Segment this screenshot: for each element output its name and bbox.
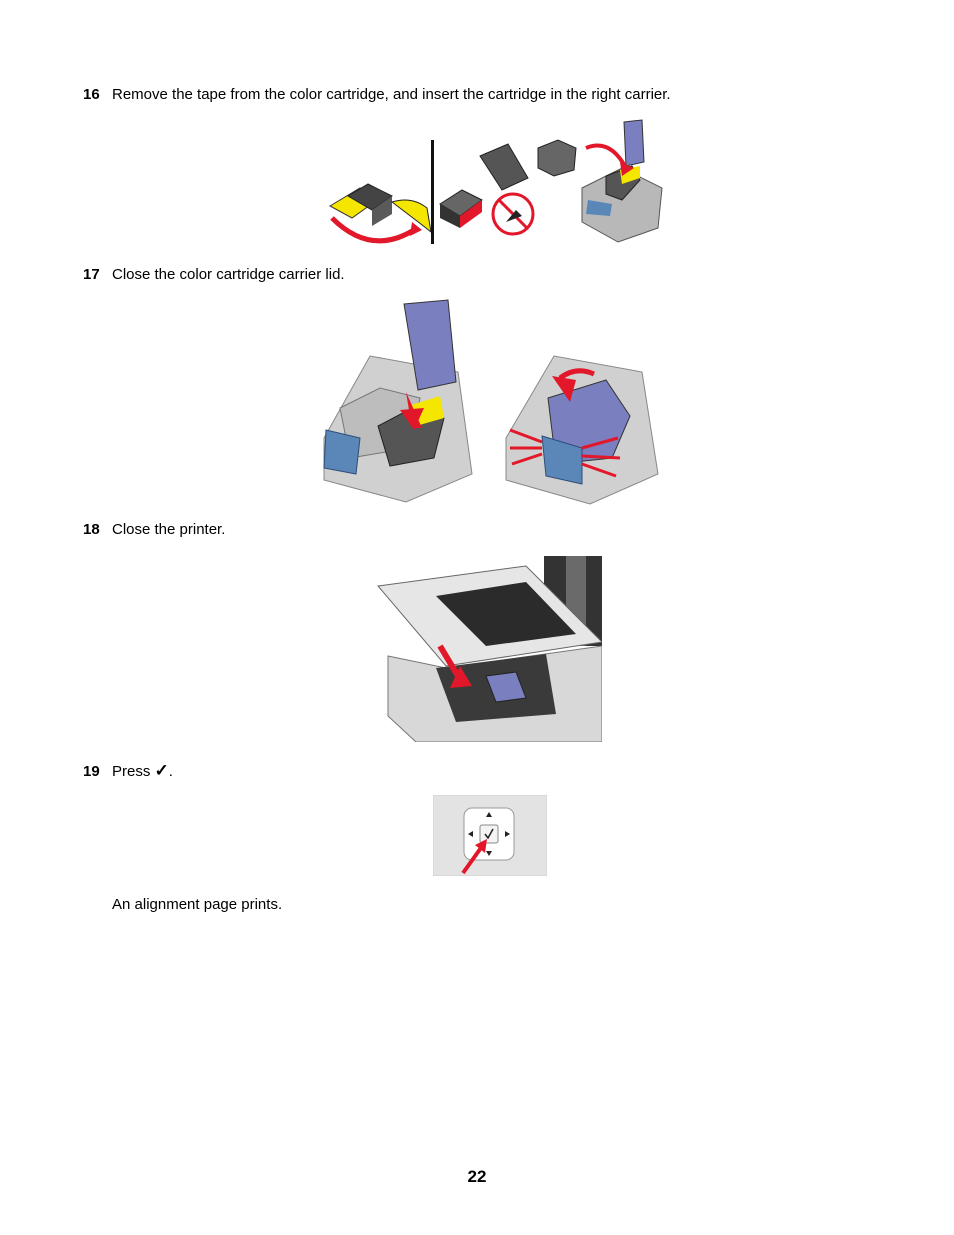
- step-suffix: .: [168, 763, 173, 780]
- control-panel-illustration: [433, 795, 547, 876]
- carrier-insert-figure: [538, 120, 662, 242]
- close-carrier-lid-illustration: [320, 298, 662, 506]
- step-number: 16: [83, 86, 100, 103]
- step-17: [83, 266, 345, 284]
- cartridge-tape-peel-figure: [330, 184, 431, 241]
- step-text: Press: [112, 763, 151, 780]
- step-text: Remove the tape from the color cartridge, and insert the cartridge in the right carrier.: [112, 86, 671, 103]
- close-printer-illustration: [376, 556, 602, 742]
- step-text: Close the color cartridge carrier lid.: [112, 266, 345, 283]
- remove-tape-insert-cartridge-illustration: [322, 118, 667, 246]
- step-18: [83, 521, 225, 539]
- checkmark-icon: ✓: [154, 761, 169, 780]
- step-text: Close the printer.: [112, 521, 226, 538]
- result-note: An alignment page prints.: [112, 896, 283, 913]
- step-number: 17: [83, 266, 100, 283]
- step-19: [83, 762, 173, 781]
- do-not-touch-figure: [440, 144, 533, 234]
- select-button: [480, 825, 498, 843]
- carrier-closed-lid-figure: [506, 356, 658, 504]
- carrier-open-lid-figure: [324, 300, 472, 502]
- step-number: 19: [83, 763, 100, 780]
- step-16: [83, 86, 671, 104]
- step-number: 18: [83, 521, 100, 538]
- divider-line: [431, 140, 434, 244]
- page-number: 22: [467, 1167, 487, 1186]
